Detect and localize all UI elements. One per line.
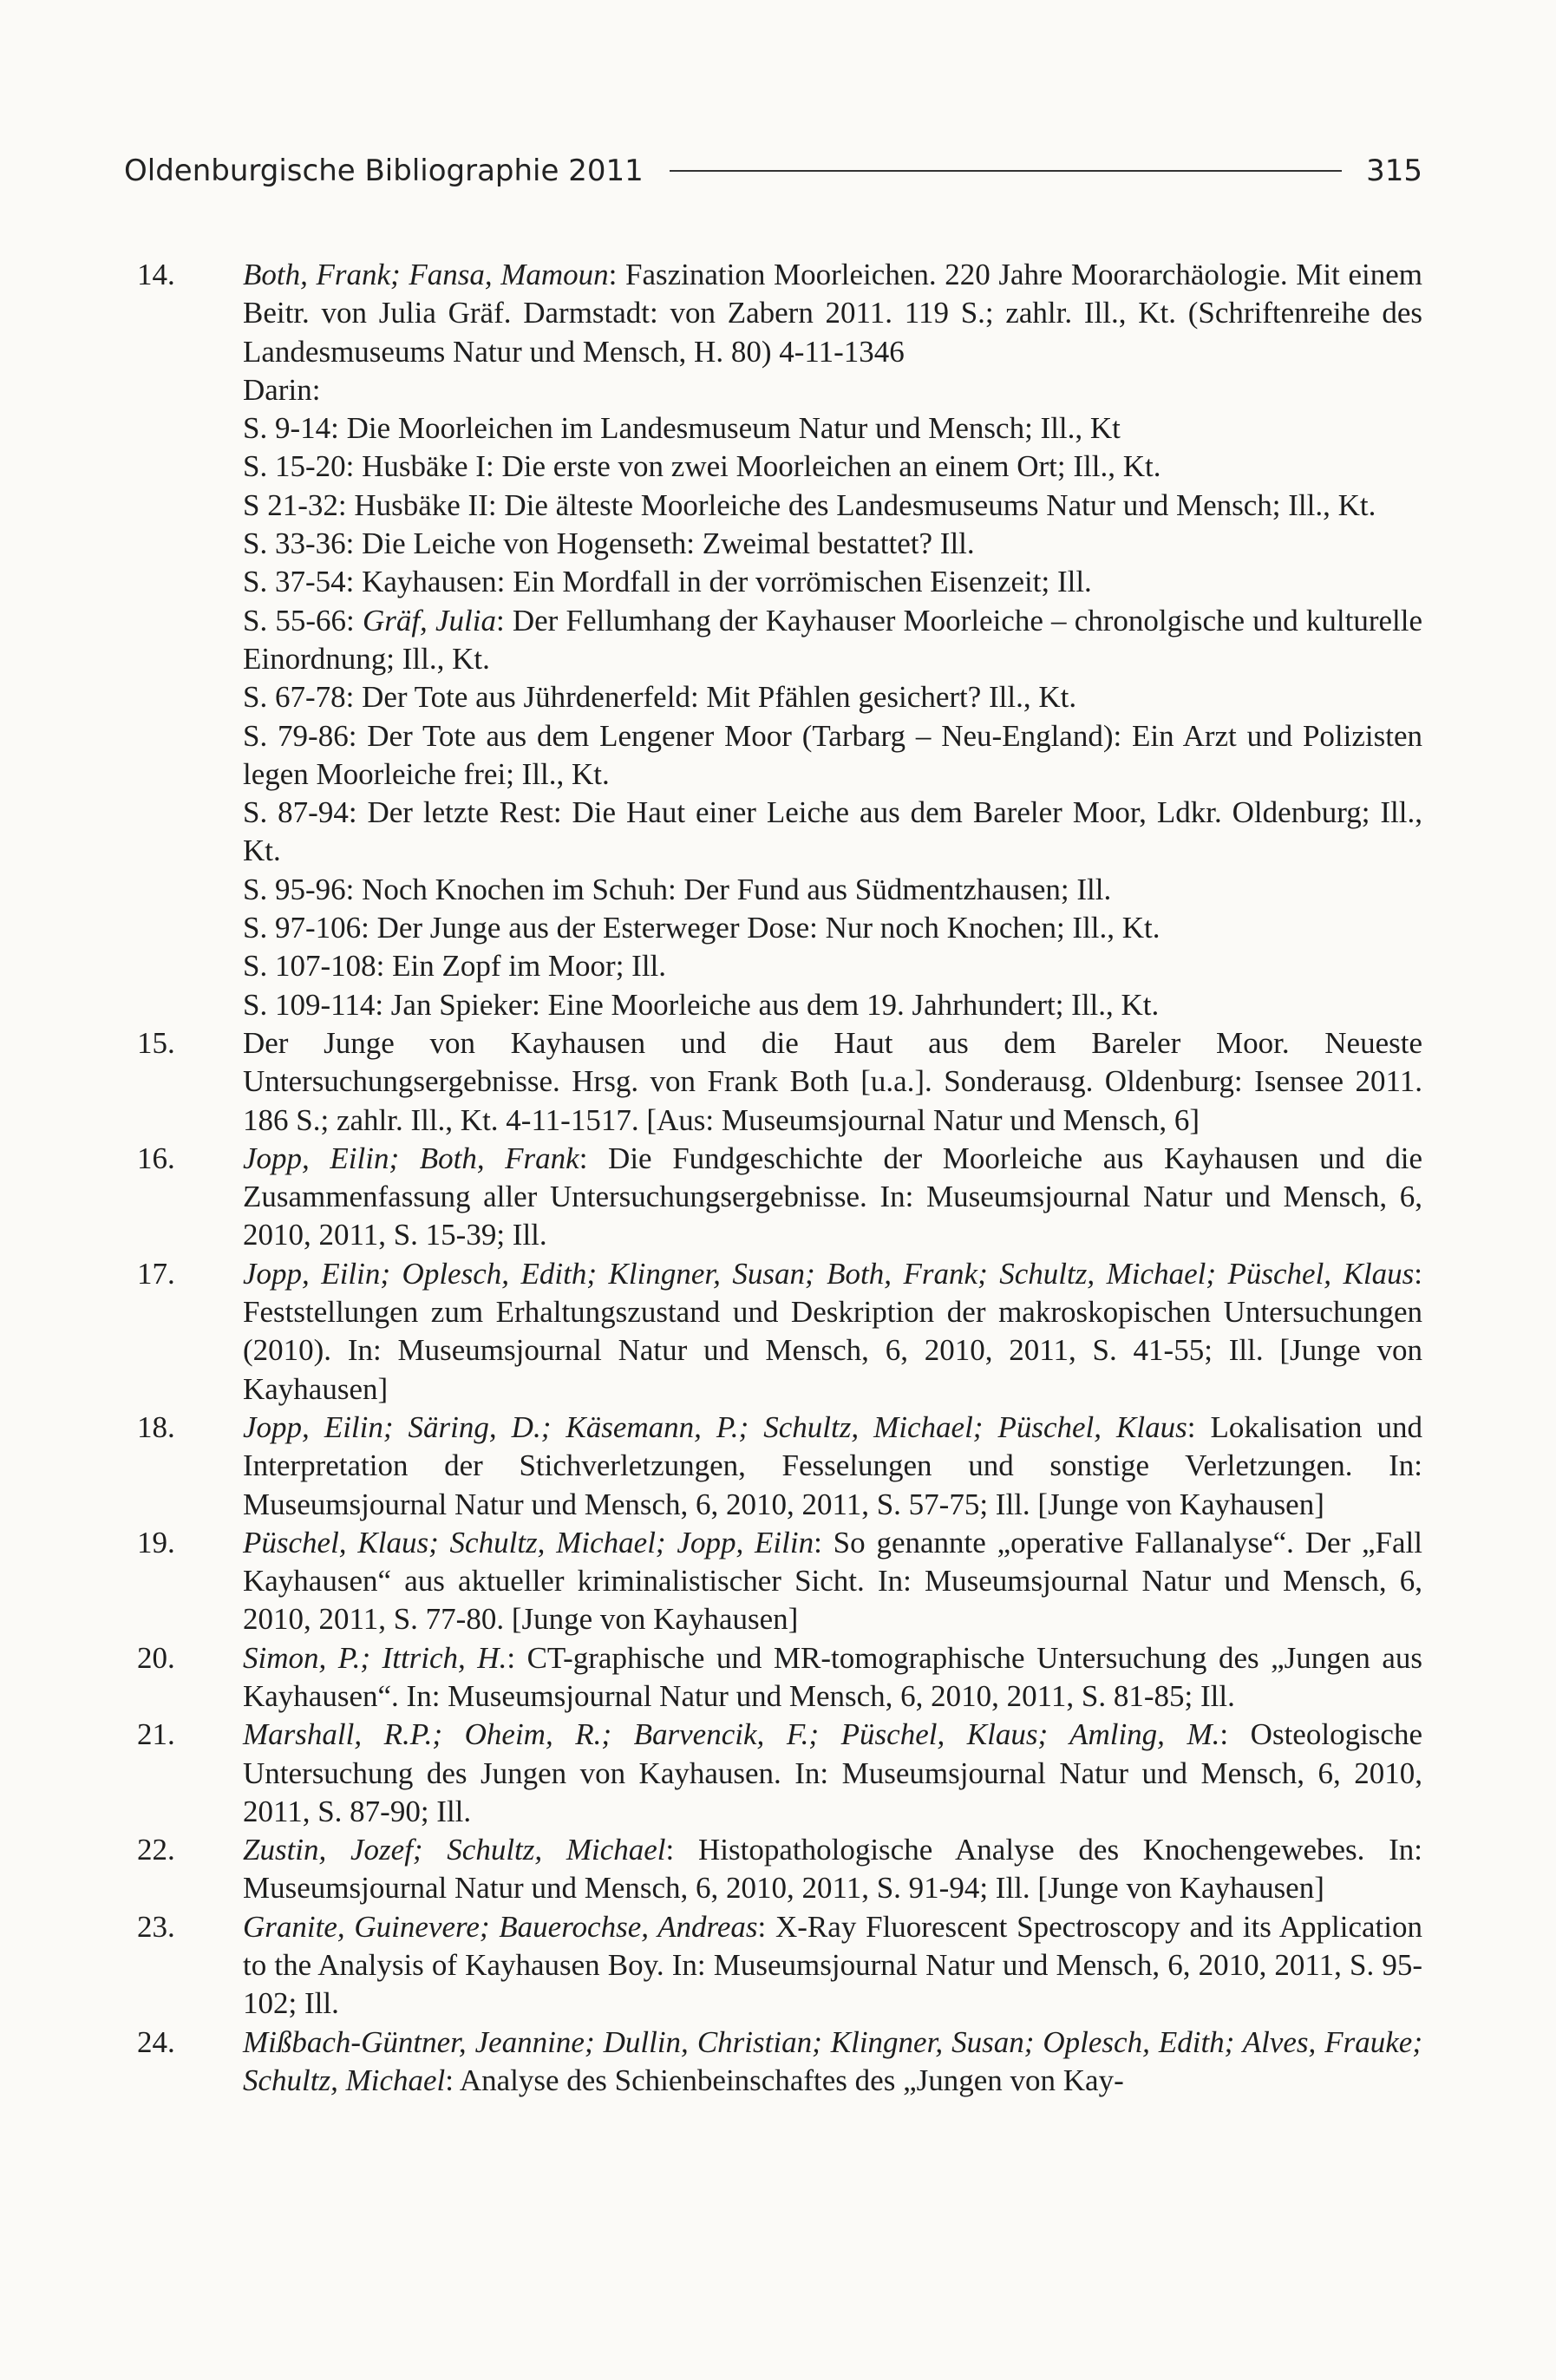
entry-body xyxy=(243,1716,1422,1831)
contents-item: S. 109-114: Jan Spieker: Eine Moorleiche aus dem 19. Jahrhundert; Ill., Kt. xyxy=(243,987,1160,1022)
entry-author: Zustin, Jozef; Schultz, Michael xyxy=(243,1833,666,1867)
running-head xyxy=(124,154,1422,188)
entry-body xyxy=(243,1908,1422,2024)
entry-author: Jopp, Eilin; Oplesch, Edith; Klingner, Susan; Both, Frank; Schultz, Michael; Püschel, Klaus xyxy=(243,1256,1415,1291)
contents-item: S. 87-94: Der letzte Rest: Die Haut einer Leiche aus dem Bareler Moor, Ldkr. Oldenburg; Ill., Kt. xyxy=(243,795,1422,868)
entry-body xyxy=(243,1024,1422,1140)
entry-14 xyxy=(137,256,1422,1024)
contents-item: S. 33-36: Die Leiche von Hogenseth: Zweimal bestattet? Ill. xyxy=(243,526,975,561)
contents-item: S. 37-54: Kayhausen: Ein Mordfall in der vorrömischen Eisenzeit; Ill. xyxy=(243,565,1092,599)
page-number: 315 xyxy=(1366,154,1422,188)
entry-19 xyxy=(137,1524,1422,1639)
contents-heading: Darin: xyxy=(243,372,321,407)
entry-number: 15. xyxy=(137,1025,175,1060)
entry-number: 17. xyxy=(137,1256,175,1291)
entry-text: : X-Ray Fluorescent Spectroscopy and its Application to the Analysis of Kayhausen Boy. In: Museumsjournal Natur und Mensch, 6, 2010, 2011, S. 95-102; Ill. xyxy=(243,1909,1422,2021)
entry-body xyxy=(243,256,1422,1024)
entry-number: 20. xyxy=(137,1640,175,1675)
entry-text: : Faszination Moorleichen. 220 Jahre Moorarchäologie. Mit einem Beitr. von Julia Gräf. Darmstadt: von Zabern 2011. 119 S.; zahlr. Ill., Kt. (Schriftenreihe des Landesmuseums Natur und Mensch, H. 80) 4-11-1346 xyxy=(243,258,1422,369)
running-head-title: Oldenburgische Bibliographie 2011 xyxy=(124,154,644,188)
entry-number: 14. xyxy=(137,258,175,291)
entry-author: Mißbach-Güntner, Jeannine; Dullin, Christian; Klingner, Susan; Oplesch, Edith; Alves, Frauke; Schultz, Michael xyxy=(243,2024,1422,2097)
entry-number: 23. xyxy=(137,1909,175,1944)
contents-item: S. 79-86: Der Tote aus dem Lengener Moor (Tarbarg – Neu-England): Ein Arzt und Polizisten legen Moorleiche frei; Ill., Kt. xyxy=(243,718,1422,791)
contents-item: S. 97-106: Der Junge aus der Esterweger Dose: Nur noch Knochen; Ill., Kt. xyxy=(243,911,1160,945)
entry-body xyxy=(243,1639,1422,1716)
entry-number: 16. xyxy=(137,1141,175,1175)
entry-body xyxy=(243,1831,1422,1908)
entry-21 xyxy=(137,1716,1422,1831)
entry-body xyxy=(243,1524,1422,1639)
contents-item: S. 95-96: Noch Knochen im Schuh: Der Fund aus Südmentzhausen; Ill. xyxy=(243,872,1112,906)
header-rule xyxy=(670,170,1342,172)
entry-text: : Feststellungen zum Erhaltungszustand und Deskription der makroskopischen Untersuchungen (2010). In: Museumsjournal Natur und Mensch, 6, 2010, 2011, S. 41-55; Ill. [Junge von Kayhausen] xyxy=(243,1256,1422,1406)
entry-text: : Lokalisation und Interpretation der Stichverletzungen, Fesselungen und sonstige Verletzungen. In: Museumsjournal Natur und Mensch, 6, 2010, 2011, S. 57-75; Ill. [Junge von Kayhausen] xyxy=(243,1409,1422,1521)
contents-item: S. 55-66: Gräf, Julia: Der Fellumhang der Kayhauser Moorleiche – chronolgische und kulturelle Einordnung; Ill., Kt. xyxy=(243,603,1422,676)
entry-author: Simon, P.; Ittrich, H. xyxy=(243,1640,507,1675)
entry-author: Püschel, Klaus; Schultz, Michael; Jopp, Eilin xyxy=(243,1525,814,1559)
entry-text: : Die Fundgeschichte der Moorleiche aus Kayhausen und die Zusammenfassung aller Untersuchungsergebnisse. In: Museumsjournal Natur und Mensch, 6, 2010, 2011, S. 15-39; Ill. xyxy=(243,1141,1422,1252)
entry-16 xyxy=(137,1140,1422,1255)
contents-item: S. 107-108: Ein Zopf im Moor; Ill. xyxy=(243,949,667,984)
entry-18 xyxy=(137,1409,1422,1524)
contents-item: S. 15-20: Husbäke I: Die erste von zwei Moorleichen an einem Ort; Ill., Kt. xyxy=(243,449,1161,484)
contents-item: S. 9-14: Die Moorleichen im Landesmuseum Natur und Mensch; Ill., Kt xyxy=(243,411,1121,446)
entry-text: : CT-graphische und MR-tomographische Untersuchung des „Jungen aus Kayhausen“. In: Museumsjournal Natur und Mensch, 6, 2010, 2011, S. 81-85; Ill. xyxy=(243,1640,1422,1713)
entry-number: 19. xyxy=(137,1525,175,1559)
entry-body xyxy=(243,1409,1422,1524)
entry-15 xyxy=(137,1024,1422,1140)
entry-23 xyxy=(137,1908,1422,2024)
entry-number: 21. xyxy=(137,1717,175,1752)
entry-author: Granite, Guinevere; Bauerochse, Andreas xyxy=(243,1909,758,1944)
entry-author: Both, Frank; Fansa, Mamoun xyxy=(243,258,609,291)
contents-item: S. 67-78: Der Tote aus Jührdenerfeld: Mit Pfählen gesichert? Ill., Kt. xyxy=(243,680,1077,715)
entry-20 xyxy=(137,1639,1422,1716)
entry-22 xyxy=(137,1831,1422,1908)
entry-24 xyxy=(137,2024,1422,2101)
entry-number: 18. xyxy=(137,1409,175,1444)
entry-text: : Histopathologische Analyse des Knochengewebes. In: Museumsjournal Natur und Mensch, 6, 2010, 2011, S. 91-94; Ill. [Junge von Kayhausen] xyxy=(243,1833,1422,1906)
entry-text: : Analyse des Schienbeinschaftes des „Jungen von Kay- xyxy=(445,2063,1124,2097)
entry-17 xyxy=(137,1255,1422,1409)
entry-text: : So genannte „operative Fallanalyse“. Der „Fall Kayhausen“ aus aktueller kriminalistischer Sicht. In: Museumsjournal Natur und Mensch, 6, 2010, 2011, S. 77-80. [Junge von Kayhausen] xyxy=(243,1525,1423,1637)
entry-author: Jopp, Eilin; Säring, D.; Käsemann, P.; Schultz, Michael; Püschel, Klaus xyxy=(243,1409,1187,1444)
entry-body xyxy=(243,1255,1422,1409)
entry-author: Jopp, Eilin; Both, Frank xyxy=(243,1141,579,1175)
entry-number: 22. xyxy=(137,1833,175,1867)
entry-number: 24. xyxy=(137,2024,175,2059)
contents-author: Gräf, Julia xyxy=(362,603,496,638)
entry-author: Marshall, R.P.; Oheim, R.; Barvencik, F.; Püschel, Klaus; Amling, M. xyxy=(243,1717,1220,1752)
entry-citation xyxy=(243,256,1422,371)
entry-text: : Osteologische Untersuchung des Jungen von Kayhausen. In: Museumsjournal Natur und Mensch, 6, 2010, 2011, S. 87-90; Ill. xyxy=(243,1717,1422,1828)
entry-list xyxy=(137,256,1422,2100)
contents-item: S 21-32: Husbäke II: Die älteste Moorleiche des Landesmuseums Natur und Mensch; Ill., Kt. xyxy=(243,487,1376,522)
entry-body xyxy=(243,2024,1422,2101)
entry-text: Der Junge von Kayhausen und die Haut aus dem Bareler Moor. Neueste Untersuchungsergebnisse. Hrsg. von Frank Both [u.a.]. Sonderausg. Oldenburg: Isensee 2011. 186 S.; zahlr. Ill., Kt. 4-11-1517. [Aus: Museumsjournal Natur und Mensch, 6] xyxy=(243,1025,1422,1137)
entry-body xyxy=(243,1140,1422,1255)
